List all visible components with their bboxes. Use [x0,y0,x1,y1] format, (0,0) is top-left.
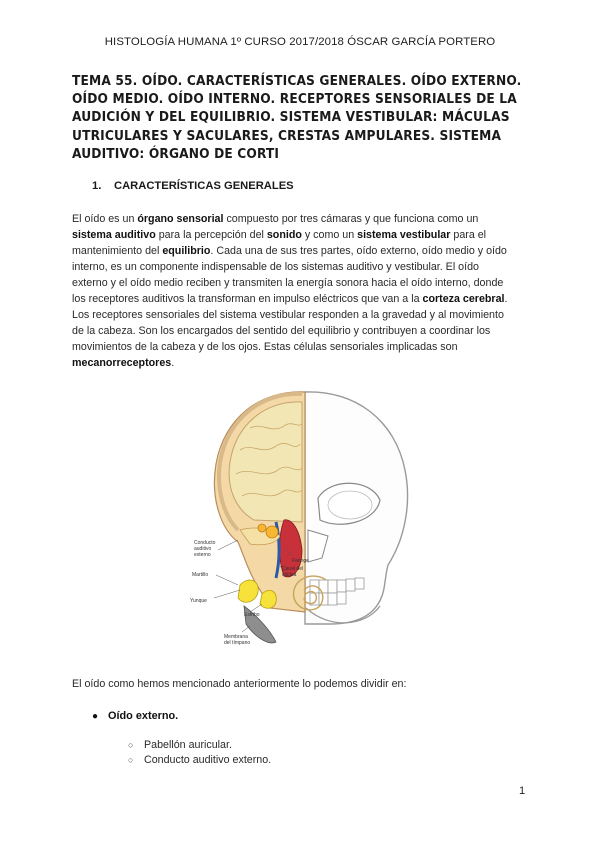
paragraph-line [72,339,532,355]
title-line: AUDITIVO: ÓRGANO DE CORTI [72,145,280,162]
title-line: TEMA 55. OÍDO. CARACTERÍSTICAS GENERALES. OÍDO EXTERNO. [72,73,522,89]
bold-term: mecanorreceptores [72,357,172,369]
text-run: y como un [301,229,358,241]
svg-text:cóclea: cóclea [282,572,297,578]
page-number: 1 [519,785,526,797]
sub-list-item-label: Pabellón auricular. [144,739,232,751]
page-header: HISTOLOGÍA HUMANA 1º CURSO 2017/2018 ÓSCAR GARCÍA PORTERO [104,36,496,48]
circle-bullet-icon: ○ [128,755,134,765]
text-run: . [171,357,175,369]
label-estribo: Estribo [244,612,260,618]
svg-text:externo: externo [194,552,211,558]
text-run: Los receptores sensoriales del sistema vestibular responden a la gravedad y al movimiento [72,309,504,321]
text-run: . Cada una de sus tres partes, oído externo, oído medio y oído [210,245,507,257]
label-faringe: Faringe [292,558,309,564]
svg-text:del tímpano: del tímpano [224,640,251,646]
paragraph-line [72,275,532,291]
sub-list-item [128,754,271,766]
title-line: OÍDO MEDIO. OÍDO INTERNO. RECEPTORES SENSORIALES DE LA [72,91,517,108]
text-run: El oído es un [72,213,138,225]
text-run: movimientos de la cabeza y de los ojos. Estas células sensoriales implicadas son [72,341,458,353]
section-number: 1. [92,180,102,192]
ear-anatomy-figure [180,380,430,660]
label-canal: Canal del [282,566,304,572]
intro-line: El oído como hemos mencionado anteriormente lo podemos dividir en: [72,678,407,690]
text-run: para la percepción del [155,229,267,241]
paragraph-line [72,211,532,227]
text-run: externo y el oído medio reciben y transmiten la energía sonora hacia el oído interno, donde [72,277,504,289]
label-yunque: Yunque [190,598,207,604]
paragraph-line [72,291,532,307]
text-run: de la cabeza. Son los encargados del sentido del equilibrio y contribuyen a coordinar los [72,325,491,337]
text-run: compuesto por tres cámaras y que funciona como un [223,213,479,225]
text-run: interno, es un componente indispensable de los sistemas auditivo y vestibular. El oído [72,261,479,273]
bold-term: sonido [266,229,302,241]
svg-text:auditivo: auditivo [194,546,212,552]
list-item-label: Oído externo. [108,710,179,722]
text-run: . [504,293,508,305]
bold-term: órgano sensorial [137,213,224,225]
sub-list-item [128,739,232,751]
title-line: UTRICULARES Y SACULARES, CRESTAS AMPULARES. SISTEMA [72,127,502,144]
section-title: CARACTERÍSTICAS GENERALES [114,180,294,192]
bold-term: sistema vestibular [357,229,451,241]
paragraph-line [72,259,532,275]
page-title [72,72,532,163]
label-membrana: Membrana [224,634,248,640]
paragraph-line [72,307,532,323]
bold-term: equilibrio [162,245,211,257]
sub-list-item-label: Conducto auditivo externo. [144,754,272,766]
text-run: mantenimiento del [72,245,163,257]
paragraph-line [72,323,532,339]
skull-cross-section-illustration [180,380,430,660]
paragraph-line [72,243,532,259]
text-run: para el [450,229,487,241]
circle-bullet-icon: ○ [128,740,134,750]
label-martillo: Martillo [192,572,209,578]
text-run: los receptores auditivos la transforman en impulso eléctricos que van a la [72,293,423,305]
bold-term: corteza cerebral [422,293,505,305]
bold-term: sistema auditivo [72,229,156,241]
list-item [92,710,178,722]
section-heading [92,180,294,192]
body-paragraph [72,211,532,371]
paragraph-line [72,355,532,371]
label-conducto: Conducto [194,540,216,546]
bullet-icon: ● [92,711,99,722]
paragraph-line [72,227,532,243]
title-line: AUDICIÓN Y DEL EQUILIBRIO. SISTEMA VESTIBULAR: MÁCULAS [72,109,510,126]
